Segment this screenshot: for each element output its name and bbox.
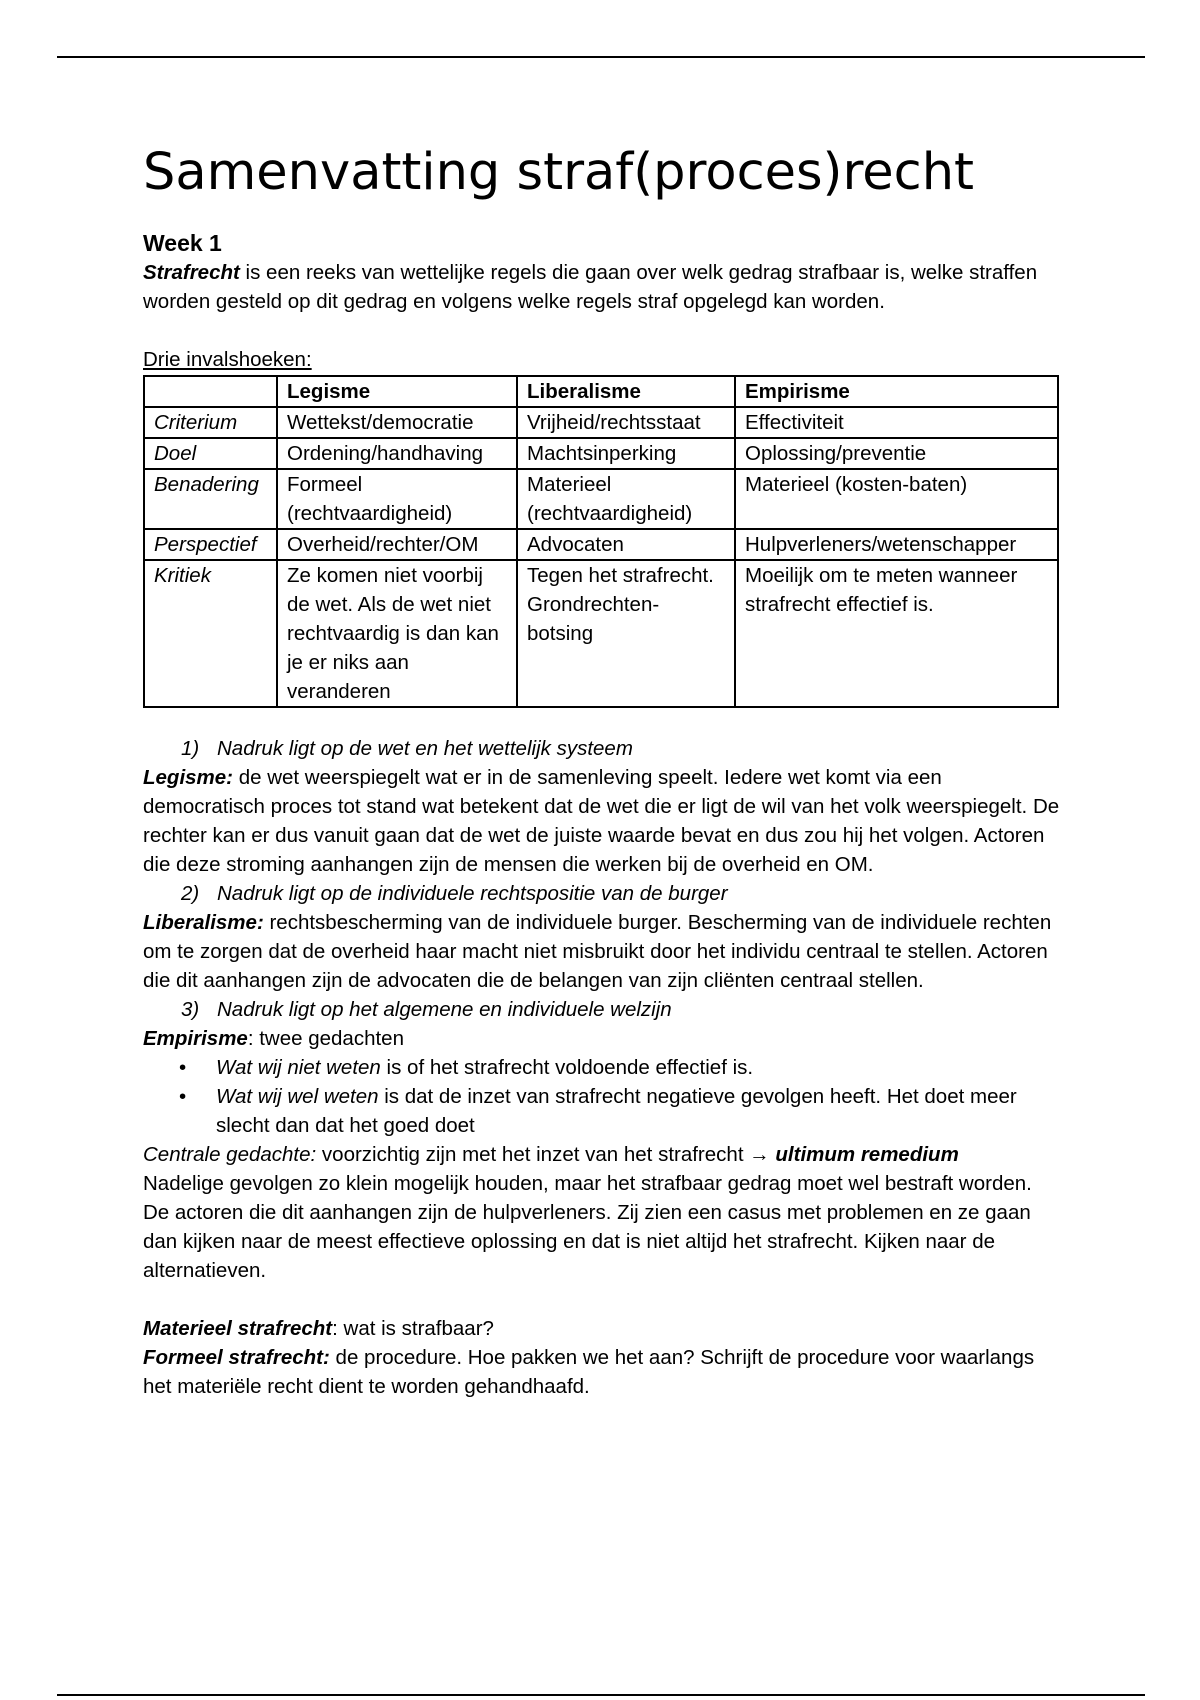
intro-text: is een reeks van wettelijke regels die gaan over welk gedrag strafbaar is, welke straffen worden gesteld op dit gedrag en volgens welke regels straf opgelegd kan worden.	[143, 261, 1038, 313]
table-row	[144, 469, 1058, 529]
liberalisme-paragraph	[143, 908, 1063, 995]
central-thought	[143, 1140, 1063, 1169]
section-number: 1)	[181, 737, 200, 760]
legisme-paragraph	[143, 763, 1063, 879]
row-label: Doel	[144, 438, 277, 469]
liberalisme-text: rechtsbescherming van de individuele burger. Bescherming van de individuele rechten om te zorgen dat de overheid haar macht niet misbruikt door het individu centraal te stellen. Actoren die dit aanhangen zijn de advocaten die de belangen van zijn cliënten centraal stellen.	[143, 911, 1052, 992]
row-label: Kritiek	[144, 560, 277, 707]
page-title: Samenvatting straf(proces)recht	[143, 143, 975, 202]
table-caption: Drie invalshoeken:	[143, 348, 312, 371]
table-cell: Ordening/handhaving	[277, 438, 517, 469]
empirisme-paragraph	[143, 1024, 1063, 1053]
table-header-cell	[144, 376, 277, 407]
document-body	[143, 138, 1063, 1401]
table-cell: Machtsinperking	[517, 438, 735, 469]
table-cell: Wettekst/democratie	[277, 407, 517, 438]
row-label: Criterium	[144, 407, 277, 438]
table-header-cell: Empirisme	[735, 376, 1058, 407]
formeel-paragraph	[143, 1343, 1063, 1401]
footer-rule	[57, 1694, 1145, 1696]
table-cell: Hulpverleners/wetenschapper	[735, 529, 1058, 560]
list-item	[143, 1082, 1063, 1140]
table-cell: Tegen het strafrecht. Grondrechten-botsing	[517, 560, 735, 707]
bullet-icon: •	[179, 1056, 187, 1079]
table-cell: Materieel (kosten-baten)	[735, 469, 1058, 529]
table-cell: Moeilijk om te meten wanneer strafrecht effectief is.	[735, 560, 1058, 707]
table-cell: Oplossing/preventie	[735, 438, 1058, 469]
ultimum-remedium-term: ultimum remedium	[775, 1143, 959, 1166]
bullet-text: is of het strafrecht voldoende effectief is.	[380, 1056, 754, 1079]
bullet-text: is dat de inzet van strafrecht negatieve gevolgen heeft. Het doet meer slecht dan dat het goed doet	[216, 1085, 1017, 1137]
central-text: voorzichtig zijn met het inzet van het strafrecht →	[316, 1143, 776, 1166]
materieel-term: Materieel strafrecht	[143, 1317, 333, 1340]
table-header-cell: Legisme	[277, 376, 517, 407]
intro-paragraph	[143, 258, 1063, 316]
section-number: 3)	[181, 998, 200, 1021]
section-2-heading	[143, 879, 1063, 908]
table-cell: Vrijheid/rechtsstaat	[517, 407, 735, 438]
table-cell: Formeel (rechtvaardigheid)	[277, 469, 517, 529]
nadelig-paragraph: Nadelige gevolgen zo klein mogelijk houden, maar het strafbaar gedrag moet wel bestraft worden.	[143, 1172, 1032, 1195]
table-row	[144, 529, 1058, 560]
week-heading: Week 1	[143, 230, 222, 256]
central-label: Centrale gedachte:	[143, 1143, 317, 1166]
table-header-row	[144, 376, 1058, 407]
table-cell: Ze komen niet voorbij de wet. Als de wet niet rechtvaardig is dan kan je er niks aan veranderen	[277, 560, 517, 707]
section-number: 2)	[181, 882, 200, 905]
liberalisme-term: Liberalisme:	[143, 911, 264, 934]
table-header-cell: Liberalisme	[517, 376, 735, 407]
empirisme-bullets	[143, 1053, 1063, 1140]
actoren-paragraph: De actoren die dit aanhangen zijn de hulpverleners. Zij zien een casus met problemen en ze gaan dan kijken naar de meest effectieve oplossing en dat is niet altijd het strafrecht. Kijken naar de alternatieven.	[143, 1201, 1031, 1282]
section-heading-text: Nadruk ligt op de wet en het wettelijk systeem	[217, 737, 633, 760]
list-item	[143, 1053, 1063, 1082]
formeel-term: Formeel strafrecht:	[143, 1346, 330, 1369]
materieel-text: : wat is strafbaar?	[332, 1317, 494, 1340]
bullet-emphasis: Wat wij wel weten	[216, 1085, 379, 1108]
table-row	[144, 560, 1058, 707]
table-cell: Advocaten	[517, 529, 735, 560]
section-1-heading	[143, 734, 1063, 763]
row-label: Benadering	[144, 469, 277, 529]
row-label: Perspectief	[144, 529, 277, 560]
header-rule	[57, 56, 1145, 58]
intro-term: Strafrecht	[143, 261, 240, 284]
bullet-emphasis: Wat wij niet weten	[216, 1056, 381, 1079]
section-3-heading	[143, 995, 1063, 1024]
table-row	[144, 407, 1058, 438]
invalshoeken-table	[143, 375, 1059, 708]
bullet-icon: •	[179, 1085, 187, 1108]
empirisme-term: Empirisme	[143, 1027, 248, 1050]
table-cell: Overheid/rechter/OM	[277, 529, 517, 560]
table-row	[144, 438, 1058, 469]
table-cell: Effectiviteit	[735, 407, 1058, 438]
legisme-term: Legisme:	[143, 766, 233, 789]
table-cell: Materieel (rechtvaardigheid)	[517, 469, 735, 529]
legisme-text: de wet weerspiegelt wat er in de samenleving speelt. Iedere wet komt via een democratisch proces tot stand wat betekent dat de wet die er ligt de wil van het volk weerspiegelt. De rechter kan er dus vanuit gaan dat de wet de juiste waarde bevat en dus zou hij het volgen. Actoren die deze stroming aanhangen zijn de mensen die werken bij de overheid en OM.	[143, 766, 1060, 876]
formeel-text: de procedure. Hoe pakken we het aan? Schrijft de procedure voor waarlangs het materiële recht dient te worden gehandhaafd.	[143, 1346, 1035, 1398]
materieel-paragraph	[143, 1314, 1063, 1343]
empirisme-text: : twee gedachten	[247, 1027, 404, 1050]
section-heading-text: Nadruk ligt op de individuele rechtspositie van de burger	[217, 882, 728, 905]
section-heading-text: Nadruk ligt op het algemene en individuele welzijn	[217, 998, 672, 1021]
